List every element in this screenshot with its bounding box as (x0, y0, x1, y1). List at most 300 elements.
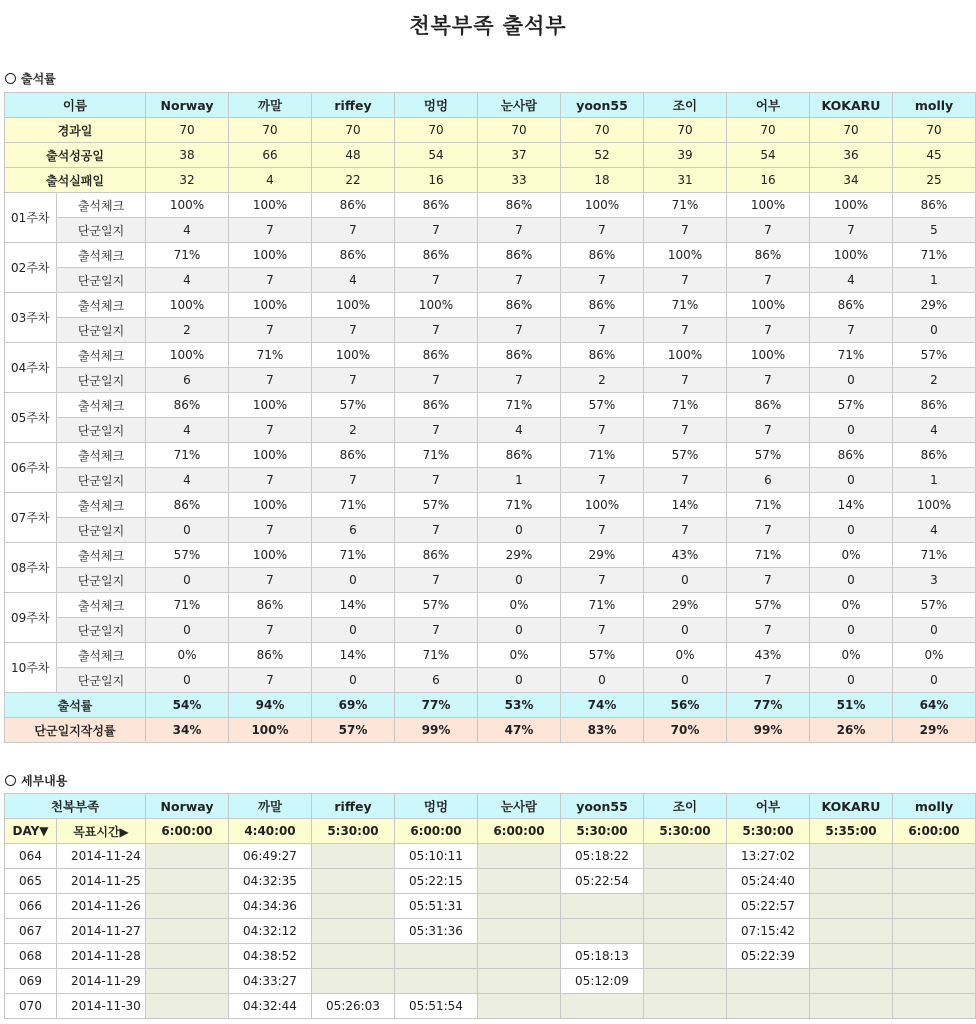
check-value: 86% (727, 243, 810, 268)
diary-value: 0 (810, 518, 893, 543)
check-label: 출석체크 (57, 243, 146, 268)
diary-value: 5 (893, 218, 976, 243)
wake-time: 05:10:11 (395, 844, 478, 869)
empty-time (395, 944, 478, 969)
target-time: 6:00:00 (395, 819, 478, 844)
check-value: 100% (229, 293, 312, 318)
elapsed-days-row (5, 118, 976, 143)
diary-value: 2 (312, 418, 395, 443)
diary-value: 7 (312, 468, 395, 493)
target-time: 4:40:00 (229, 819, 312, 844)
diary-value: 7 (561, 318, 644, 343)
empty-time (395, 969, 478, 994)
check-value: 57% (561, 393, 644, 418)
diary-value: 7 (644, 468, 727, 493)
summary-value: 66 (229, 143, 312, 168)
empty-time (478, 844, 561, 869)
diary-value: 2 (893, 368, 976, 393)
diary-value: 7 (395, 568, 478, 593)
diary-rate-value: 83% (561, 718, 644, 743)
wake-time: 05:22:15 (395, 869, 478, 894)
empty-time (146, 944, 229, 969)
detail-row (5, 894, 976, 919)
date-cell: 2014-11-24 (57, 844, 146, 869)
summary-value: 39 (644, 143, 727, 168)
wake-time: 05:22:39 (727, 944, 810, 969)
diary-value: 4 (146, 468, 229, 493)
wake-time: 04:38:52 (229, 944, 312, 969)
member-name: 까말 (229, 93, 312, 118)
empty-time (810, 869, 893, 894)
diary-value: 7 (395, 418, 478, 443)
day-number: 064 (5, 844, 57, 869)
week-check-row (5, 443, 976, 468)
week-diary-row (5, 368, 976, 393)
empty-time (644, 919, 727, 944)
check-value: 100% (727, 343, 810, 368)
empty-time (644, 944, 727, 969)
check-value: 71% (478, 493, 561, 518)
row-label: 경과일 (5, 118, 146, 143)
diary-rate-value: 100% (229, 718, 312, 743)
diary-value: 7 (561, 218, 644, 243)
empty-time (146, 919, 229, 944)
wake-time: 04:32:35 (229, 869, 312, 894)
summary-value: 38 (146, 143, 229, 168)
check-value: 100% (146, 293, 229, 318)
rate-value: 74% (561, 693, 644, 718)
diary-value: 4 (146, 218, 229, 243)
summary-value: 16 (727, 168, 810, 193)
member-name: 조이 (644, 794, 727, 819)
section-details: 세부내용 (5, 772, 67, 789)
check-value: 86% (478, 293, 561, 318)
check-value: 0% (810, 543, 893, 568)
diary-value: 0 (810, 468, 893, 493)
rate-value: 53% (478, 693, 561, 718)
check-value: 86% (893, 443, 976, 468)
diary-value: 0 (644, 618, 727, 643)
check-value: 71% (727, 543, 810, 568)
summary-value: 70 (561, 118, 644, 143)
diary-value: 7 (727, 318, 810, 343)
diary-value: 7 (395, 618, 478, 643)
diary-value: 7 (644, 268, 727, 293)
week-label: 03주차 (5, 293, 57, 343)
wake-time: 06:49:27 (229, 844, 312, 869)
diary-value: 0 (893, 318, 976, 343)
diary-value: 0 (644, 668, 727, 693)
check-value: 14% (312, 643, 395, 668)
member-name: Norway (146, 794, 229, 819)
check-value: 71% (395, 643, 478, 668)
check-value: 57% (727, 443, 810, 468)
diary-value: 7 (727, 618, 810, 643)
day-number: 070 (5, 994, 57, 1019)
diary-value: 7 (478, 318, 561, 343)
diary-value: 0 (146, 518, 229, 543)
member-name: 어부 (727, 93, 810, 118)
target-time: 6:00:00 (893, 819, 976, 844)
diary-rate-value: 99% (727, 718, 810, 743)
member-name: KOKARU (810, 93, 893, 118)
check-value: 100% (810, 193, 893, 218)
day-number: 068 (5, 944, 57, 969)
rate-label: 출석률 (5, 693, 146, 718)
diary-value: 7 (561, 618, 644, 643)
check-value: 57% (727, 593, 810, 618)
week-label: 02주차 (5, 243, 57, 293)
week-diary-row (5, 318, 976, 343)
member-name: 까말 (229, 794, 312, 819)
check-value: 14% (312, 593, 395, 618)
check-value: 86% (395, 243, 478, 268)
diary-rate-value: 29% (893, 718, 976, 743)
check-value: 0% (810, 593, 893, 618)
week-diary-row (5, 468, 976, 493)
empty-time (478, 994, 561, 1019)
week-check-row (5, 243, 976, 268)
diary-value: 7 (561, 468, 644, 493)
week-diary-row (5, 668, 976, 693)
diary-value: 0 (810, 368, 893, 393)
page-title: 천복부족 출석부 (409, 14, 567, 38)
diary-label: 단군일지 (57, 318, 146, 343)
week-check-row (5, 493, 976, 518)
check-value: 29% (644, 593, 727, 618)
check-value: 0% (146, 643, 229, 668)
check-value: 86% (561, 243, 644, 268)
diary-value: 3 (893, 568, 976, 593)
check-value: 71% (644, 393, 727, 418)
diary-value: 2 (561, 368, 644, 393)
check-value: 100% (312, 293, 395, 318)
check-label: 출석체크 (57, 593, 146, 618)
week-check-row (5, 293, 976, 318)
diary-value: 1 (893, 268, 976, 293)
check-value: 100% (644, 343, 727, 368)
diary-rate-value: 47% (478, 718, 561, 743)
member-name: 눈사람 (478, 794, 561, 819)
diary-value: 0 (478, 518, 561, 543)
summary-value: 16 (395, 168, 478, 193)
check-label: 출석체크 (57, 193, 146, 218)
diary-label: 단군일지 (57, 518, 146, 543)
diary-value: 0 (146, 618, 229, 643)
empty-time (146, 894, 229, 919)
week-check-row (5, 543, 976, 568)
diary-label: 단군일지 (57, 268, 146, 293)
empty-time (478, 969, 561, 994)
diary-value: 0 (146, 568, 229, 593)
diary-value: 7 (229, 618, 312, 643)
check-value: 86% (146, 393, 229, 418)
check-value: 86% (312, 193, 395, 218)
detail-row (5, 969, 976, 994)
date-cell: 2014-11-30 (57, 994, 146, 1019)
diary-label: 단군일지 (57, 618, 146, 643)
check-value: 71% (893, 243, 976, 268)
diary-value: 1 (478, 468, 561, 493)
check-value: 57% (561, 643, 644, 668)
date-cell: 2014-11-25 (57, 869, 146, 894)
detail-row (5, 869, 976, 894)
diary-value: 1 (893, 468, 976, 493)
check-value: 71% (561, 443, 644, 468)
check-value: 100% (146, 193, 229, 218)
check-value: 100% (395, 293, 478, 318)
check-value: 71% (229, 343, 312, 368)
empty-time (810, 844, 893, 869)
diary-value: 4 (146, 268, 229, 293)
diary-value: 7 (395, 218, 478, 243)
diary-value: 7 (229, 468, 312, 493)
diary-value: 0 (478, 668, 561, 693)
member-header-row (5, 93, 976, 118)
summary-value: 18 (561, 168, 644, 193)
target-time: 5:35:00 (810, 819, 893, 844)
diary-value: 6 (312, 518, 395, 543)
diary-value: 7 (312, 218, 395, 243)
diary-value: 7 (727, 268, 810, 293)
week-label: 06주차 (5, 443, 57, 493)
check-label: 출석체크 (57, 393, 146, 418)
diary-rate-value: 26% (810, 718, 893, 743)
wake-time: 13:27:02 (727, 844, 810, 869)
success-days-row (5, 143, 976, 168)
diary-value: 0 (810, 668, 893, 693)
diary-label: 단군일지 (57, 468, 146, 493)
wake-time: 05:51:54 (395, 994, 478, 1019)
diary-value: 4 (893, 518, 976, 543)
empty-time (810, 919, 893, 944)
check-label: 출석체크 (57, 543, 146, 568)
summary-value: 48 (312, 143, 395, 168)
check-label: 출석체크 (57, 343, 146, 368)
week-check-row (5, 193, 976, 218)
empty-time (644, 969, 727, 994)
diary-value: 4 (478, 418, 561, 443)
member-name: KOKARU (810, 794, 893, 819)
member-name: 조이 (644, 93, 727, 118)
check-value: 86% (312, 443, 395, 468)
member-name: yoon55 (561, 93, 644, 118)
empty-time (146, 969, 229, 994)
diary-rate-value: 70% (644, 718, 727, 743)
check-value: 57% (146, 543, 229, 568)
summary-value: 34 (810, 168, 893, 193)
wake-time: 05:22:54 (561, 869, 644, 894)
empty-time (893, 969, 976, 994)
row-label: 출석실패일 (5, 168, 146, 193)
diary-value: 7 (644, 418, 727, 443)
check-value: 57% (312, 393, 395, 418)
diary-value: 7 (644, 318, 727, 343)
check-value: 0% (810, 643, 893, 668)
week-diary-row (5, 268, 976, 293)
diary-value: 7 (229, 518, 312, 543)
summary-value: 31 (644, 168, 727, 193)
summary-value: 32 (146, 168, 229, 193)
week-check-row (5, 643, 976, 668)
target-time: 6:00:00 (478, 819, 561, 844)
check-value: 71% (395, 443, 478, 468)
wake-time: 04:34:36 (229, 894, 312, 919)
wake-time: 05:26:03 (312, 994, 395, 1019)
week-diary-row (5, 418, 976, 443)
summary-value: 70 (146, 118, 229, 143)
diary-value: 7 (229, 568, 312, 593)
check-value: 0% (644, 643, 727, 668)
date-cell: 2014-11-29 (57, 969, 146, 994)
diary-value: 7 (727, 418, 810, 443)
diary-value: 0 (312, 668, 395, 693)
target-time-row (5, 819, 976, 844)
check-value: 71% (146, 243, 229, 268)
diary-value: 7 (229, 418, 312, 443)
check-value: 100% (727, 293, 810, 318)
check-value: 71% (146, 443, 229, 468)
week-label: 10주차 (5, 643, 57, 693)
circle-bullet-icon (5, 73, 16, 84)
check-value: 57% (893, 593, 976, 618)
detail-header-row (5, 794, 976, 819)
empty-time (312, 894, 395, 919)
rate-value: 64% (893, 693, 976, 718)
fail-days-row (5, 168, 976, 193)
date-cell: 2014-11-28 (57, 944, 146, 969)
check-value: 29% (478, 543, 561, 568)
diary-value: 7 (478, 268, 561, 293)
check-value: 100% (810, 243, 893, 268)
check-label: 출석체크 (57, 643, 146, 668)
diary-value: 2 (146, 318, 229, 343)
check-value: 100% (644, 243, 727, 268)
diary-value: 7 (312, 318, 395, 343)
summary-value: 25 (893, 168, 976, 193)
summary-value: 37 (478, 143, 561, 168)
diary-label: 단군일지 (57, 368, 146, 393)
diary-value: 7 (727, 218, 810, 243)
member-name: Norway (146, 93, 229, 118)
summary-value: 70 (312, 118, 395, 143)
check-value: 57% (644, 443, 727, 468)
wake-time: 04:33:27 (229, 969, 312, 994)
detail-row (5, 919, 976, 944)
section-attendance-rate: 출석률 (5, 70, 56, 87)
empty-time (727, 994, 810, 1019)
check-value: 100% (727, 193, 810, 218)
check-value: 100% (229, 443, 312, 468)
rate-value: 77% (395, 693, 478, 718)
check-value: 14% (810, 493, 893, 518)
member-name: molly (893, 93, 976, 118)
summary-value: 70 (810, 118, 893, 143)
empty-time (312, 919, 395, 944)
check-value: 100% (146, 343, 229, 368)
diary-value: 7 (229, 668, 312, 693)
summary-value: 4 (229, 168, 312, 193)
week-diary-row (5, 218, 976, 243)
target-time: 5:30:00 (644, 819, 727, 844)
diary-value: 6 (727, 468, 810, 493)
member-name: 어부 (727, 794, 810, 819)
diary-value: 7 (727, 668, 810, 693)
diary-value: 7 (478, 368, 561, 393)
empty-time (478, 919, 561, 944)
diary-value: 7 (644, 368, 727, 393)
member-name: riffey (312, 794, 395, 819)
wake-time: 05:18:13 (561, 944, 644, 969)
diary-value: 0 (810, 568, 893, 593)
check-value: 29% (561, 543, 644, 568)
check-value: 71% (146, 593, 229, 618)
diary-value: 7 (229, 368, 312, 393)
diary-value: 6 (395, 668, 478, 693)
empty-time (146, 844, 229, 869)
week-diary-row (5, 568, 976, 593)
check-value: 57% (395, 493, 478, 518)
week-diary-row (5, 518, 976, 543)
summary-value: 70 (395, 118, 478, 143)
empty-time (561, 894, 644, 919)
check-value: 57% (395, 593, 478, 618)
rate-value: 51% (810, 693, 893, 718)
week-label: 05주차 (5, 393, 57, 443)
check-value: 100% (312, 343, 395, 368)
diary-value: 4 (810, 268, 893, 293)
diary-value: 7 (478, 218, 561, 243)
summary-value: 70 (727, 118, 810, 143)
empty-time (312, 944, 395, 969)
day-number: 065 (5, 869, 57, 894)
empty-time (893, 844, 976, 869)
wake-time: 04:32:12 (229, 919, 312, 944)
diary-value: 0 (478, 618, 561, 643)
day-number: 067 (5, 919, 57, 944)
diary-value: 0 (478, 568, 561, 593)
member-name: 멍멍 (395, 794, 478, 819)
diary-value: 0 (810, 418, 893, 443)
diary-value: 7 (727, 368, 810, 393)
diary-rate-value: 99% (395, 718, 478, 743)
member-name: 멍멍 (395, 93, 478, 118)
check-value: 100% (561, 193, 644, 218)
target-time: 5:30:00 (727, 819, 810, 844)
summary-value: 70 (229, 118, 312, 143)
row-label: 출석성공일 (5, 143, 146, 168)
detail-row (5, 844, 976, 869)
check-value: 86% (727, 393, 810, 418)
diary-value: 7 (229, 268, 312, 293)
diary-value: 7 (395, 318, 478, 343)
diary-value: 0 (312, 568, 395, 593)
week-check-row (5, 343, 976, 368)
check-value: 86% (229, 643, 312, 668)
empty-time (312, 869, 395, 894)
empty-time (644, 994, 727, 1019)
wake-time: 05:24:40 (727, 869, 810, 894)
check-value: 86% (395, 393, 478, 418)
wake-time: 04:32:44 (229, 994, 312, 1019)
wake-time: 05:51:31 (395, 894, 478, 919)
check-value: 86% (893, 393, 976, 418)
attendance-rate-table (4, 92, 976, 743)
diary-value: 4 (146, 418, 229, 443)
empty-time (312, 969, 395, 994)
check-value: 43% (727, 643, 810, 668)
summary-value: 54 (727, 143, 810, 168)
